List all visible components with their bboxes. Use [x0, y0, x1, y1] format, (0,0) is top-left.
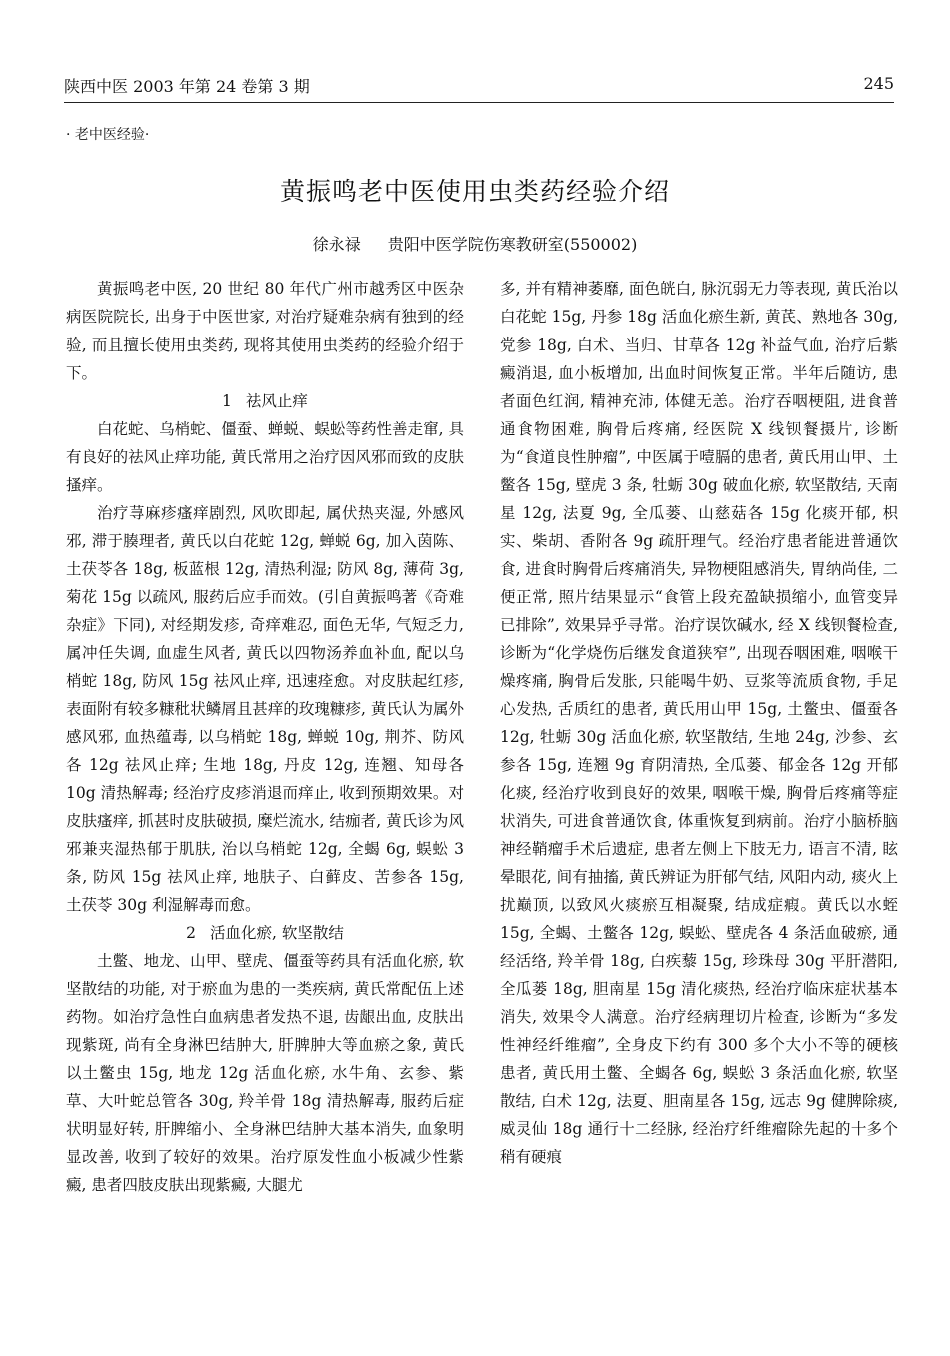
body-paragraph-continued: 多, 并有精神萎靡, 面色㿠白, 脉沉弱无力等表现, 黄氏治以白花蛇 15g, 丹参 18g 活血化瘀生新, 黄芪、熟地各 30g, 党参 18g, 白术、当归、甘草各 12g 补益气血, 治疗后紫癜消退, 血小板增加, 出血时间恢复正常。半年后随访, 患者面色红润, 精神充沛, 体健无恙。治疗吞咽梗阻, 进食普通食物困难, 胸骨后疼痛, 经医院 X 线钡餐摄片, 诊断为“食道良性肿瘤”, 中医属于噎膈的患者, 黄氏用山甲、土鳖各 15g, 壁虎 3 条, 牡蛎 30g 破血化瘀, 软坚散结, 天南星 12g, 法夏 9g, 全瓜蒌、山慈菇各 15g 化痰开郁, 枳实、柴胡、香附各 9g 疏肝理气。经治疗患者能进普通饮食, 进食时胸骨后疼痛消失, 异物梗阻感消失, 胃纳尚佳, 二便正常, 照片结果显示“食管上段充盈缺损缩小, 血管变异已排除”, 效果异乎寻常。治疗误饮碱水, 经 X 线钡餐检查, 诊断为“化学烧伤后继发食道狭窄”, 出现吞咽困难, 咽喉干燥疼痛, 胸骨后发胀, 只能喝牛奶、豆浆等流质食物, 手足心发热, 舌质红的患者, 黄氏用山甲 15g, 土鳖虫、僵蚕各 12g, 牡蛎 30g 活血化瘀, 软坚散结, 生地 24g, 沙参、玄参各 15g, 连翘 9g 育阴清热, 全瓜蒌、郁金各 12g 开郁化痰, 经治疗收到良好的效果, 咽喉干燥, 胸骨后疼痛等症状消失, 可进食普通饮食, 体重恢复到病前。治疗小脑桥脑神经鞘瘤手术后遗症, 患者左侧上下肢无力, 语言不清, 眩晕眼花, 间有抽搐, 黄氏辨证为肝郁气结, 风阳内动, 痰火上扰巅顶, 以致风火痰瘀互相凝聚, 结成症瘕。黄氏以水蛭 15g, 全蝎、土鳖各 12g, 蜈蚣、壁虎各 4 条活血破瘀, 通经活络, 羚羊骨 18g, 白疾藜 15g, 珍珠母 30g 平肝潜阳, 全瓜蒌 18g, 胆南星 15g 清化痰热, 经治疗临床症状基本消失, 效果令人满意。治疗经病理切片检查, 诊断为“多发性神经纤维瘤”, 全身皮下约有 300 多个大小不等的硬核患者, 黄氏用土鳖、全蝎各 6g, 蜈蚣 3 条活血化瘀, 软坚散结, 白术 12g, 法夏、胆南星各 15g, 远志 9g 健脾除痰, 威灵仙 18g 通行十二经脉, 经治疗纤维瘤除先起的十多个稍有硬痕 [500, 280, 898, 1166]
section-heading-1 [66, 387, 464, 415]
author-name: 徐永禄 [312, 235, 361, 254]
running-header [64, 74, 894, 98]
right-column [500, 275, 898, 1171]
column-tag: · 老中医经验· [66, 127, 150, 143]
section-title: 活血化瘀, 软坚散结 [210, 924, 344, 942]
body-paragraph: 土鳖、地龙、山甲、壁虎、僵蚕等药具有活血化瘀, 软坚散结的功能, 对于瘀血为患的一类疾病, 黄氏常配伍上述药物。如治疗急性白血病患者发热不退, 齿龈出血, 皮肤出现紫斑, 尚有全身淋巴结肿大, 肝脾肿大等血瘀之象, 黄氏以土鳖虫 15g, 地龙 12g 活血化瘀, 水牛角、玄参、紫草、大叶蛇总管各 30g, 羚羊骨 18g 清热解毒, 服药后症状明显好转, 肝脾缩小、全身淋巴结肿大基本消失, 血象明显改善, 收到了较好的效果。治疗原发性血小板减少性紫癜, 患者四肢皮肤出现紫癜, 大腿尤 [66, 952, 464, 1194]
section-number: 2 [186, 924, 196, 942]
section-heading-2 [66, 919, 464, 947]
section-number: 1 [222, 392, 232, 410]
journal-citation: 陕西中医 2003 年第 24 卷第 3 期 [64, 77, 310, 96]
page-number: 245 [863, 74, 894, 93]
intro-paragraph: 黄振鸣老中医, 20 世纪 80 年代广州市越秀区中医杂病医院院长, 出身于中医世家, 对治疗疑难杂病有独到的经验, 而且擅长使用虫类药, 现将其使用虫类药的经验介绍于下。 [66, 280, 464, 382]
section-title: 祛风止痒 [245, 392, 308, 410]
body-paragraph: 治疗荨麻疹瘙痒剧烈, 风吹即起, 属伏热夹湿, 外感风邪, 滞于腠理者, 黄氏以白花蛇 12g, 蝉蜕 6g, 加入茵陈、土茯苓各 18g, 板蓝根 12g, 清热利湿; 防风 8g, 薄荷 3g, 菊花 15g 以疏风, 服药后应手而效。(引自黄振鸣著《奇难杂症》下同), 对经期发疹, 奇痒难忍, 面色无华, 气短乏力, 属冲任失调, 血虚生风者, 黄氏以四物汤养血补血, 配以乌梢蛇 18g, 防风 15g 祛风止痒, 迅速痊愈。对皮肤起红疹, 表面附有较多糠秕状鳞屑且甚痒的玫瑰糠疹, 黄氏认为属外感风邪, 血热蕴毒, 以乌梢蛇 18g, 蝉蜕 10g, 荆芥、防风各 12g 祛风止痒; 生地 18g, 丹皮 12g, 连翘、知母各 10g 清热解毒; 经治疗皮疹消退而痒止, 收到预期效果。对皮肤瘙痒, 抓甚时皮肤破损, 糜烂流水, 结痂者, 黄氏诊为风邪兼夹湿热郁于肌肤, 治以乌梢蛇 12g, 全蝎 6g, 蜈蚣 3 条, 防风 15g 祛风止痒, 地肤子、白藓皮、苦参各 15g, 土茯苓 30g 利湿解毒而愈。 [66, 504, 464, 914]
body-paragraph: 白花蛇、乌梢蛇、僵蚕、蝉蜕、蜈蚣等药性善走窜, 具有良好的祛风止痒功能, 黄氏常用之治疗因风邪而致的皮肤搔痒。 [66, 420, 464, 494]
left-column [66, 275, 464, 1199]
article-title: 黄振鸣老中医使用虫类药经验介绍 [279, 177, 670, 206]
byline [0, 232, 950, 255]
header-rule [64, 102, 894, 103]
author-affiliation: 贵阳中医学院伤寒教研室(550002) [387, 235, 638, 254]
